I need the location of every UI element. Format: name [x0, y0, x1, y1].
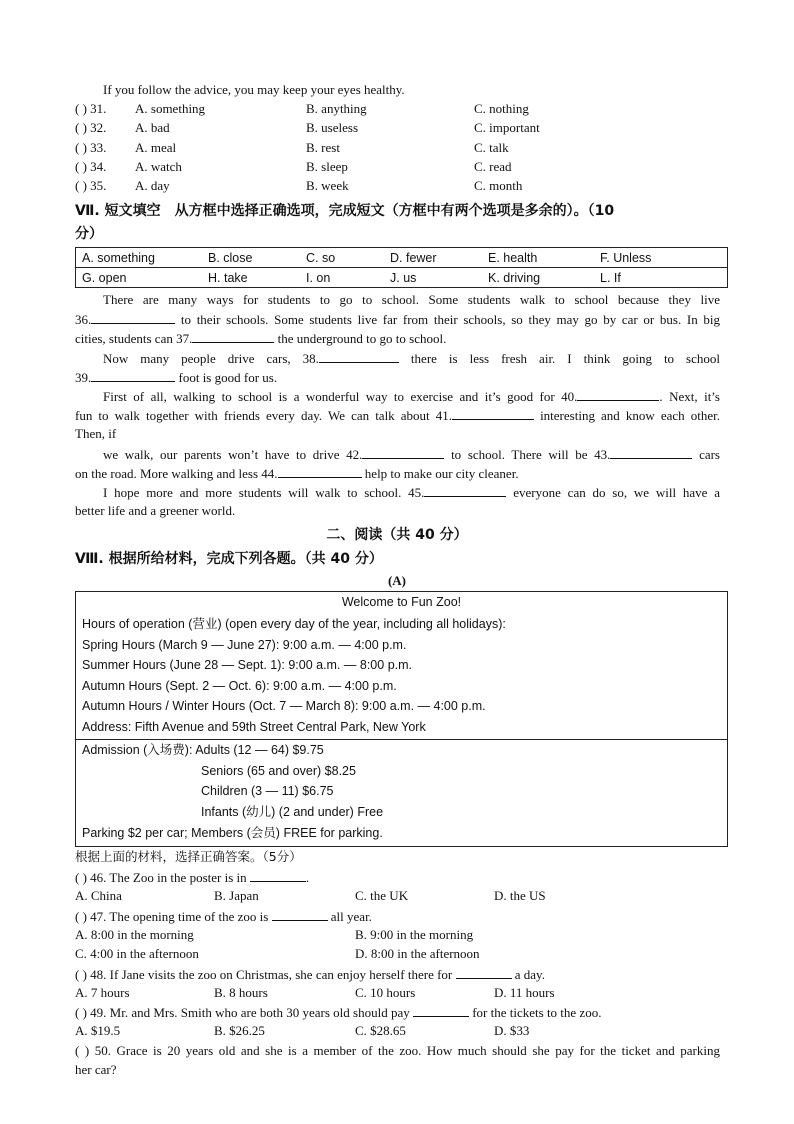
section-8-title: Ⅷ. 根据所给材料，完成下列各题。（共 40 分） — [75, 551, 383, 567]
option-a: A. day — [135, 178, 170, 193]
option-c: C. 10 hours — [355, 985, 416, 1000]
reading-title: 二、阅读（共 40 分） — [326, 527, 468, 543]
option-c: C. $28.65 — [355, 1023, 406, 1038]
option-c: C. 4:00 in the afternoon — [75, 946, 199, 961]
question-47-options-row1 — [75, 927, 725, 943]
spring-hours: Spring Hours (March 9 — June 27): 9:00 a.m. — 4:00 p.m. — [82, 638, 407, 652]
question-48-stem: ( ) 48. If Jane visits the zoo on Christmas, she can enjoy herself there for a day. — [75, 967, 545, 982]
option-a-something: A. something — [82, 251, 155, 265]
option-c: C. month — [474, 178, 523, 193]
question-46-options — [75, 888, 725, 904]
passage-p1-line2: 36. to their schools. Some students live far from their schools, so they may go by car or bus. In big — [75, 312, 720, 327]
option-b: B. $26.25 — [214, 1023, 265, 1038]
option-a: A. something — [135, 101, 206, 116]
option-d: D. 8:00 in the afternoon — [355, 946, 480, 961]
blank-49[interactable] — [413, 1004, 469, 1017]
option-b: B. sleep — [306, 159, 348, 174]
blank-46[interactable] — [250, 869, 306, 882]
question-46-stem: ( ) 46. The Zoo in the poster is in . — [75, 870, 310, 885]
admission-children: Children (3 — 11) $6.75 — [201, 784, 334, 798]
blank-38[interactable] — [319, 350, 399, 363]
question-number: ( ) 35. — [75, 178, 107, 193]
option-b: B. 8 hours — [214, 985, 268, 1000]
option-c: C. important — [474, 120, 540, 135]
option-c: C. read — [474, 159, 512, 174]
question-number: ( ) 34. — [75, 159, 107, 174]
option-a: A. bad — [135, 120, 170, 135]
option-a: A. 8:00 in the morning — [75, 927, 194, 942]
option-i-on: I. on — [306, 271, 331, 285]
option-b-close: B. close — [208, 251, 253, 265]
admission-seniors: Seniors (65 and over) $8.25 — [201, 764, 356, 778]
notice-title: Welcome to Fun Zoo! — [341, 595, 462, 609]
question-50-line1: ( ) 50. Grace is 20 years old and she is a member of the zoo. How much should she pay for the ticket and parking — [75, 1043, 720, 1058]
option-b: B. 9:00 in the morning — [355, 927, 474, 942]
blank-44[interactable] — [278, 465, 362, 478]
autumn-hours: Autumn Hours (Sept. 2 — Oct. 6): 9:00 a.m. — 4:00 p.m. — [82, 679, 397, 693]
option-d: D. 11 hours — [494, 985, 555, 1000]
blank-37[interactable] — [192, 330, 274, 343]
passage-p5-line2: better life and a greener world. — [75, 503, 236, 518]
passage-p3-line2: fun to walk together with friends every day. We can talk about 41. interesting and know each other. — [75, 408, 720, 423]
blank-41[interactable] — [452, 407, 534, 420]
winter-hours: Autumn Hours / Winter Hours (Oct. 7 — March 8): 9:00 a.m. — 4:00 p.m. — [82, 699, 486, 713]
passage-p3-line1: First of all, walking to school is a wonderful way to exercise and it’s good for 40. . Next, it’s — [103, 389, 720, 404]
option-b: B. anything — [306, 101, 367, 116]
option-j-us: J. us — [390, 271, 417, 285]
passage-p5-line1: I hope more and more students will walk to school. 45. everyone can do so, we will have a — [103, 485, 720, 500]
question-number: ( ) 31. — [75, 101, 107, 116]
question-49-options — [75, 1023, 725, 1039]
question-48-options — [75, 985, 725, 1001]
admission-infants: Infants (幼儿) (2 and under) Free — [201, 805, 384, 819]
option-e-health: E. health — [488, 251, 538, 265]
option-c-so: C. so — [306, 251, 336, 265]
question-33 — [75, 140, 725, 156]
blank-40[interactable] — [577, 388, 659, 401]
option-l-if: L. If — [600, 271, 621, 285]
option-a: A. China — [75, 888, 122, 903]
hours-label: Hours of operation (营业) (open every day of the year, including all holidays): — [82, 617, 506, 631]
passage-p2-line1: Now many people drive cars, 38. there is less fresh air. I think going to school — [103, 351, 720, 366]
question-number: ( ) 32. — [75, 120, 107, 135]
question-35 — [75, 178, 725, 194]
address: Address: Fifth Avenue and 59th Street Central Park, New York — [82, 720, 426, 734]
passage-p4-line2: on the road. More walking and less 44. help to make our city cleaner. — [75, 466, 519, 481]
option-b: B. rest — [306, 140, 340, 155]
instruction: 根据上面的材料，选择正确答案。（5分） — [75, 849, 302, 864]
section-7-title-line1: Ⅶ. 短文填空 从方框中选择正确选项，完成短文（方框中有两个选项是多余的）。（10 — [75, 203, 615, 219]
blank-43[interactable] — [610, 446, 692, 459]
summer-hours: Summer Hours (June 28 — Sept. 1): 9:00 a.m. — 8:00 p.m. — [82, 658, 412, 672]
blank-47[interactable] — [272, 908, 328, 921]
passage-p1-line3: cities, students can 37. the underground to go to school. — [75, 331, 447, 346]
passage-p2-line2: 39. foot is good for us. — [75, 370, 278, 385]
question-47-stem: ( ) 47. The opening time of the zoo is all year. — [75, 909, 372, 924]
question-number: ( ) 33. — [75, 140, 107, 155]
blank-39[interactable] — [91, 369, 175, 382]
option-a: A. $19.5 — [75, 1023, 121, 1038]
option-d: D. $33 — [494, 1023, 530, 1038]
part-a-label: (A) — [387, 573, 407, 588]
option-b: B. Japan — [214, 888, 259, 903]
option-a: A. 7 hours — [75, 985, 130, 1000]
option-a: A. watch — [135, 159, 182, 174]
intro-line: If you follow the advice, you may keep your eyes healthy. — [103, 82, 405, 97]
question-32 — [75, 120, 725, 136]
options-box — [75, 247, 728, 288]
option-f-unless: F. Unless — [600, 251, 652, 265]
question-34 — [75, 159, 725, 175]
passage-p1-line1: There are many ways for students to go to school. Some students walk to school because they live — [103, 292, 720, 307]
option-d-fewer: D. fewer — [390, 251, 437, 265]
option-b: B. useless — [306, 120, 358, 135]
admission-adults: Admission (入场费): Adults (12 — 64) $9.75 — [82, 743, 324, 757]
option-c: C. talk — [474, 140, 509, 155]
passage-p3-line3: Then, if — [75, 426, 117, 441]
option-c: C. the UK — [355, 888, 409, 903]
blank-42[interactable] — [362, 446, 444, 459]
option-b: B. week — [306, 178, 349, 193]
option-g-open: G. open — [82, 271, 127, 285]
question-49-stem: ( ) 49. Mr. and Mrs. Smith who are both 30 years old should pay for the tickets to the zoo. — [75, 1005, 602, 1020]
blank-36[interactable] — [91, 311, 175, 324]
option-c: C. nothing — [474, 101, 529, 116]
passage-p4-line1: we walk, our parents won’t have to drive 42. to school. There will be 43. cars — [103, 447, 720, 462]
blank-45[interactable] — [424, 484, 506, 497]
option-a: A. meal — [135, 140, 177, 155]
blank-48[interactable] — [456, 966, 512, 979]
parking-info: Parking $2 per car; Members (会员) FREE for parking. — [82, 826, 383, 840]
question-50-line2: her car? — [75, 1062, 117, 1077]
option-k-driving: K. driving — [488, 271, 541, 285]
option-d: D. the US — [494, 888, 546, 903]
zoo-notice — [75, 591, 728, 847]
option-h-take: H. take — [208, 271, 248, 285]
question-47-options-row2 — [75, 946, 725, 962]
question-31 — [75, 101, 725, 117]
section-7-title-line2: 分） — [75, 226, 103, 242]
notice-divider — [76, 739, 727, 740]
